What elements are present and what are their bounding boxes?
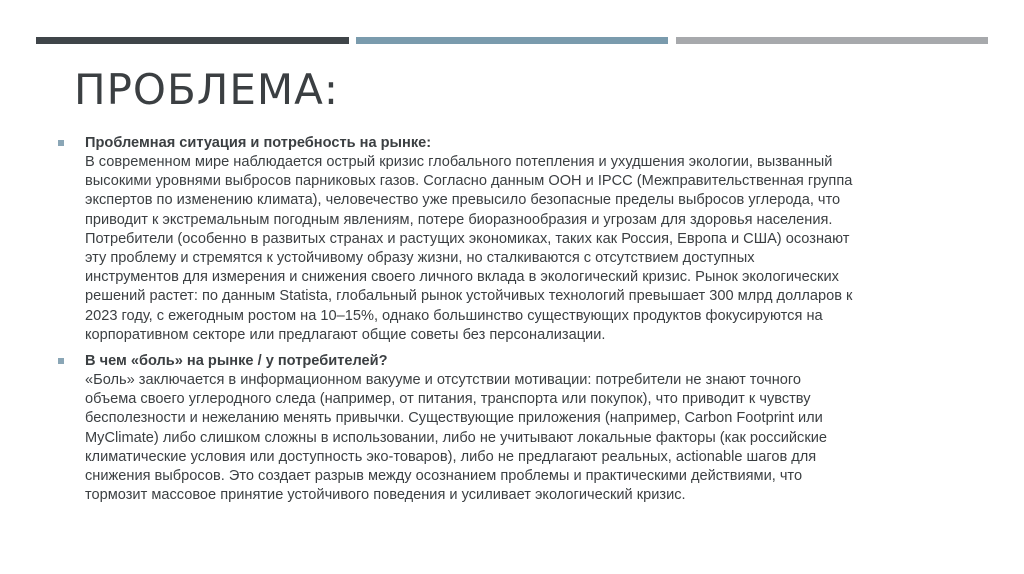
text-line: эту проблему и стремятся к устойчивому образу жизни, но сталкиваются с отсутствием доступных (85, 250, 755, 267)
text-line: MyClimate) либо слишком сложны в использовании, либо не учитывают локальные факторы (как российские (85, 429, 827, 446)
header-accent-bar-blue (356, 37, 668, 44)
text-line: решений растет: по данным Statista, глобальный рынок устойчивых технологий превышает 300 млрд долларов к (85, 288, 853, 305)
text-line: приводит к экстремальным погодным явлениям, потере биоразнообразия и угрозам для здоровья населения. (85, 211, 833, 228)
bullet-consumer-pain (58, 352, 978, 505)
text-line: бесполезности и нежеланию менять привычки. Существующие приложения (например, Carbon Footprint или (85, 410, 823, 427)
text-line: объема своего углеродного следа (например, от питания, транспорта или покупок), что приводит к чувству (85, 391, 811, 408)
text-line: 2023 году, с ежегодным ростом на 10–15%, однако большинство существующих продуктов фокусируются на (85, 307, 823, 324)
text-line: инструментов для измерения и снижения своего личного вклада в экологический кризис. Рынок экологических (85, 269, 839, 286)
text-line: Потребители (особенно в развитых странах и растущих экономиках, таких как Россия, Европа и США) осознают (85, 230, 850, 247)
bullet-heading: В чем «боль» на рынке / у потребителей? (85, 353, 388, 370)
bullet-body (85, 371, 978, 505)
text-line: В современном мире наблюдается острый кризис глобального потепления и ухудшения экологии, вызванный (85, 154, 833, 170)
text-line: экспертов по изменению климата), человечество уже превысило безопасные пределы выбросов углерода, что (85, 192, 841, 209)
text-line: тормозит массовое принятие устойчивого поведения и усиливает экологический кризис. (85, 487, 686, 504)
square-bullet-icon (58, 140, 64, 146)
text-line: корпоративном секторе или предлагают общие советы без персонализации. (85, 326, 606, 343)
text-line: высокими уровнями выбросов парниковых газов. Согласно данным ООН и IPCC (Межправительственная группа (85, 173, 853, 190)
bullet-heading: Проблемная ситуация и потребность на рынке: (85, 135, 432, 151)
header-accent-bar-gray (676, 37, 988, 44)
header-accent-bar-dark (36, 37, 349, 44)
text-line: климатические условия или доступность эко-товаров), либо не предлагают реальных, actionable шагов для (85, 448, 817, 465)
slide-title: ПРОБЛЕМА: (74, 65, 340, 114)
bullet-problem-situation (58, 134, 978, 345)
text-line: «Боль» заключается в информационном вакууме и отсутствии мотивации: потребители не знают точного (85, 372, 802, 389)
square-bullet-icon (58, 358, 64, 364)
bullet-body (85, 153, 978, 345)
text-line: снижения выбросов. Это создает разрыв между осознанием проблемы и практическими действиями, что (85, 468, 803, 485)
slide-content (58, 134, 978, 512)
